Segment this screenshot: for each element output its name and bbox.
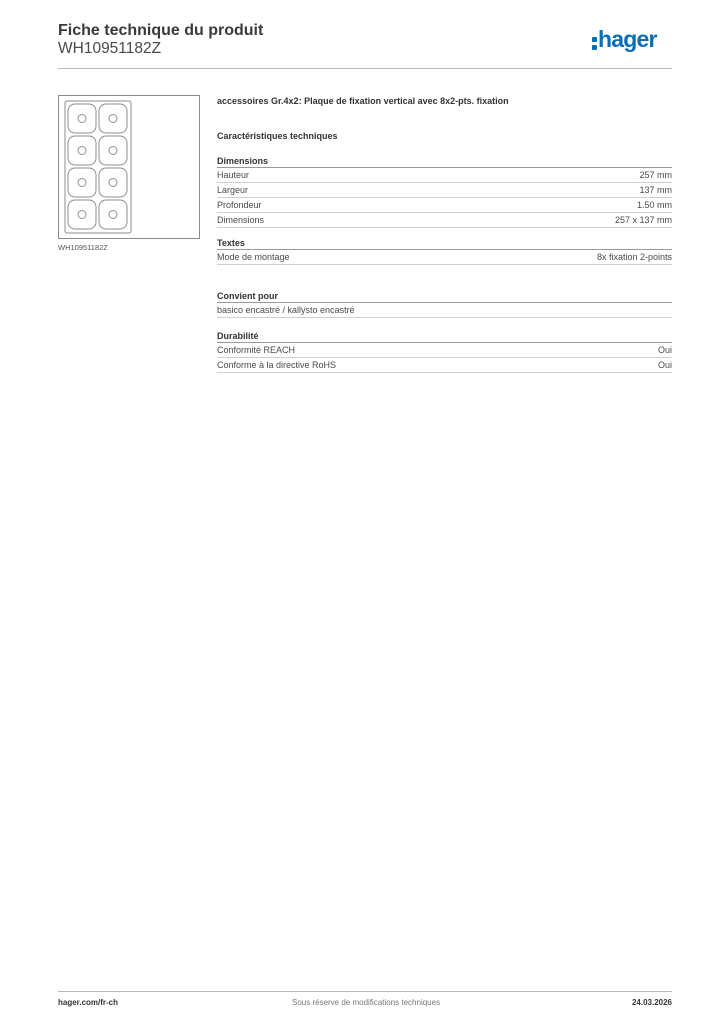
- spec-row: [217, 303, 672, 318]
- spec-value: 137 mm: [639, 185, 672, 195]
- spec-value: Oui: [657, 360, 672, 370]
- section-title: Dimensions: [217, 155, 672, 168]
- technical-characteristics-title: Caractéristiques techniques: [217, 131, 338, 141]
- plate-cell: [99, 136, 127, 165]
- footer-website[interactable]: hager.com/fr-ch: [58, 998, 119, 1007]
- spec-label: Conforme à la directive RoHS: [217, 360, 337, 370]
- product-image: [58, 95, 200, 239]
- mounting-plate-4x2-image: [59, 96, 199, 238]
- plate-cell: [68, 136, 96, 165]
- spec-row: [217, 250, 672, 265]
- image-caption: WH10951182Z: [58, 243, 108, 252]
- section-durabilite: [217, 330, 672, 373]
- hager-logo: [592, 28, 674, 54]
- section-title: Durabilité: [217, 330, 672, 343]
- spec-value: 8x fixation 2-points: [596, 252, 672, 262]
- footer-date: 24.03.2026: [631, 998, 672, 1007]
- fixation-point: [78, 115, 86, 123]
- section-dimensions: [217, 155, 672, 228]
- spec-value: 1.50 mm: [636, 200, 672, 210]
- plate-cell: [68, 168, 96, 197]
- spec-label: Dimensions: [217, 215, 265, 225]
- fixation-point: [78, 147, 86, 155]
- section-title: Convient pour: [217, 290, 672, 303]
- header-divider: [58, 68, 672, 69]
- spec-label: Mode de montage: [217, 252, 290, 262]
- spec-row: [217, 343, 672, 358]
- fixation-point: [78, 179, 86, 187]
- spec-row: [217, 358, 672, 373]
- plate-cell: [99, 168, 127, 197]
- spec-label: basico encastré / kallysto encastré: [217, 305, 355, 315]
- product-description: accessoires Gr.4x2: Plaque de fixation vertical avec 8x2-pts. fixation: [217, 96, 509, 106]
- product-reference: WH10951182Z: [58, 40, 162, 57]
- spec-row: [217, 198, 672, 213]
- plate-cell: [68, 200, 96, 229]
- spec-row: [217, 183, 672, 198]
- fixation-point: [109, 211, 117, 219]
- spec-row: [217, 213, 672, 228]
- footer-notice: Sous réserve de modifications techniques: [292, 998, 441, 1007]
- spec-label: Conformité REACH: [217, 345, 296, 355]
- spec-value: 257 mm: [639, 170, 672, 180]
- spec-label: Hauteur: [217, 170, 250, 180]
- spec-label: Profondeur: [217, 200, 262, 210]
- logo-dots-icon: [592, 33, 597, 51]
- spec-label: Largeur: [217, 185, 249, 195]
- plate-cell: [99, 104, 127, 133]
- footer-divider: [58, 991, 672, 992]
- logo-wordmark: hager: [598, 26, 657, 52]
- fixation-point: [109, 179, 117, 187]
- section-convient-pour: [217, 290, 672, 318]
- spec-value: Oui: [657, 345, 672, 355]
- section-title: Textes: [217, 237, 672, 250]
- fixation-point: [78, 211, 86, 219]
- section-textes: [217, 237, 672, 265]
- plate-cell: [68, 104, 96, 133]
- spec-value: 257 x 137 mm: [614, 215, 672, 225]
- fixation-point: [109, 115, 117, 123]
- spec-row: [217, 168, 672, 183]
- page-title: Fiche technique du produit: [58, 22, 264, 39]
- fixation-point: [109, 147, 117, 155]
- plate-cell: [99, 200, 127, 229]
